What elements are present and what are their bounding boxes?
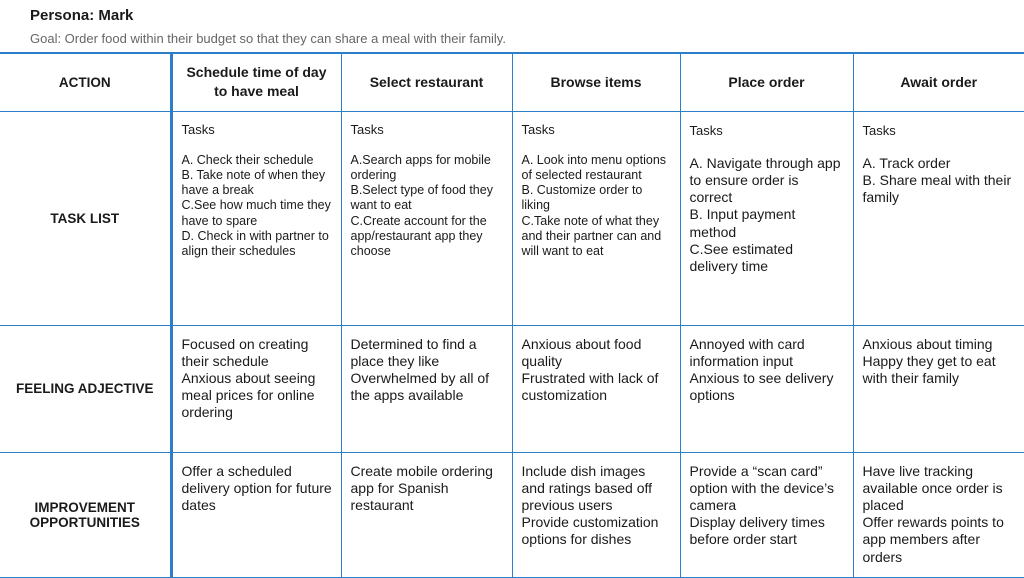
improvement-text: Offer a scheduled delivery option for future dates — [181, 462, 332, 513]
feeling-cell — [512, 325, 680, 452]
task-list-label: TASK LIST — [0, 111, 171, 325]
feeling-label: FEELING ADJECTIVE — [0, 325, 171, 452]
tasks-heading: Tasks — [862, 122, 896, 138]
feeling-text: Anxious about timing — [862, 335, 993, 352]
tasks-heading: Tasks — [181, 121, 215, 137]
stage-browse-items: Browse items — [512, 53, 680, 111]
tasks-heading: Tasks — [689, 122, 723, 138]
feeling-cell — [853, 325, 1024, 452]
improvement-text: Provide a “scan card” option with the device’s camera — [689, 462, 834, 513]
persona-goal: Goal: Order food within their budget so that they can share a meal with their family. — [30, 31, 506, 46]
improvement-row — [0, 452, 1024, 577]
feeling-cell — [341, 325, 512, 452]
task-item: C.See estimated delivery time — [689, 240, 793, 274]
feeling-text: Anxious about food quality — [521, 335, 642, 369]
task-cell — [171, 111, 341, 325]
feeling-text: Happy they get to eat with their family — [862, 352, 996, 386]
task-item: C.See how much time they have to spare — [181, 198, 331, 228]
feeling-text: Frustrated with lack of customization — [521, 369, 659, 404]
task-item: B.Select type of food they want to eat — [350, 183, 493, 213]
improvement-cell — [341, 452, 512, 577]
task-list-row — [0, 111, 1024, 325]
stage-await-order: Await order — [853, 53, 1024, 111]
feeling-text: Overwhelmed by all of the apps available — [350, 369, 490, 404]
stage-place-order: Place order — [680, 53, 853, 111]
improvement-cell — [171, 452, 341, 577]
improvement-text: Have live tracking available once order is placed — [862, 462, 1003, 513]
improvement-text: Provide customization options for dishes — [521, 514, 659, 548]
feeling-cell — [171, 325, 341, 452]
stage-schedule: Schedule time of day to have meal — [171, 53, 341, 111]
task-item: D. Check in with partner to align their schedules — [181, 228, 329, 258]
task-item: A.Search apps for mobile ordering — [350, 152, 491, 182]
improvement-cell — [853, 452, 1024, 577]
task-item: C.Take note of what they and their partner can and will want to eat — [521, 213, 662, 258]
improvement-text: Include dish images and ratings based off previous users — [521, 462, 653, 513]
task-item: A. Navigate through app to ensure order is correct — [689, 154, 841, 206]
tasks-heading: Tasks — [521, 121, 555, 137]
task-item: A. Track order — [862, 154, 951, 171]
improvement-text: Offer rewards points to app members after orders — [862, 514, 1004, 565]
journey-map-table — [0, 52, 1024, 578]
task-item: B. Take note of when they have a break — [181, 167, 326, 198]
feeling-row — [0, 325, 1024, 452]
stage-select-restaurant: Select restaurant — [341, 53, 512, 111]
feeling-text: Annoyed with card information input — [689, 335, 805, 369]
task-cell — [341, 111, 512, 325]
improvement-cell — [680, 452, 853, 577]
feeling-text: Focused on creating their schedule — [181, 335, 309, 369]
feeling-text: Anxious to see delivery options — [689, 369, 834, 404]
task-item: B. Share meal with their family — [862, 171, 1012, 206]
task-cell — [680, 111, 853, 325]
task-item: B. Input payment method — [689, 206, 796, 240]
task-item: A. Check their schedule — [181, 152, 314, 167]
task-cell — [512, 111, 680, 325]
improvement-cell — [512, 452, 680, 577]
task-item: B. Customize order to liking — [521, 183, 643, 213]
improvement-label: IMPROVEMENT OPPORTUNITIES — [0, 452, 171, 577]
improvement-text: Display delivery times before order start — [689, 514, 825, 548]
task-cell — [853, 111, 1024, 325]
tasks-heading: Tasks — [350, 121, 384, 137]
improvement-text: Create mobile ordering app for Spanish restaurant — [350, 462, 493, 513]
action-header: ACTION — [0, 53, 171, 111]
persona-title: Persona: Mark — [30, 7, 134, 24]
header-row — [0, 53, 1024, 111]
feeling-cell — [680, 325, 853, 452]
task-item: A. Look into menu options of selected restaurant — [521, 152, 667, 182]
feeling-text: Determined to find a place they like — [350, 335, 477, 369]
task-item: C.Create account for the app/restaurant app they choose — [350, 213, 487, 258]
feeling-text: Anxious about seeing meal prices for online ordering — [181, 369, 316, 421]
